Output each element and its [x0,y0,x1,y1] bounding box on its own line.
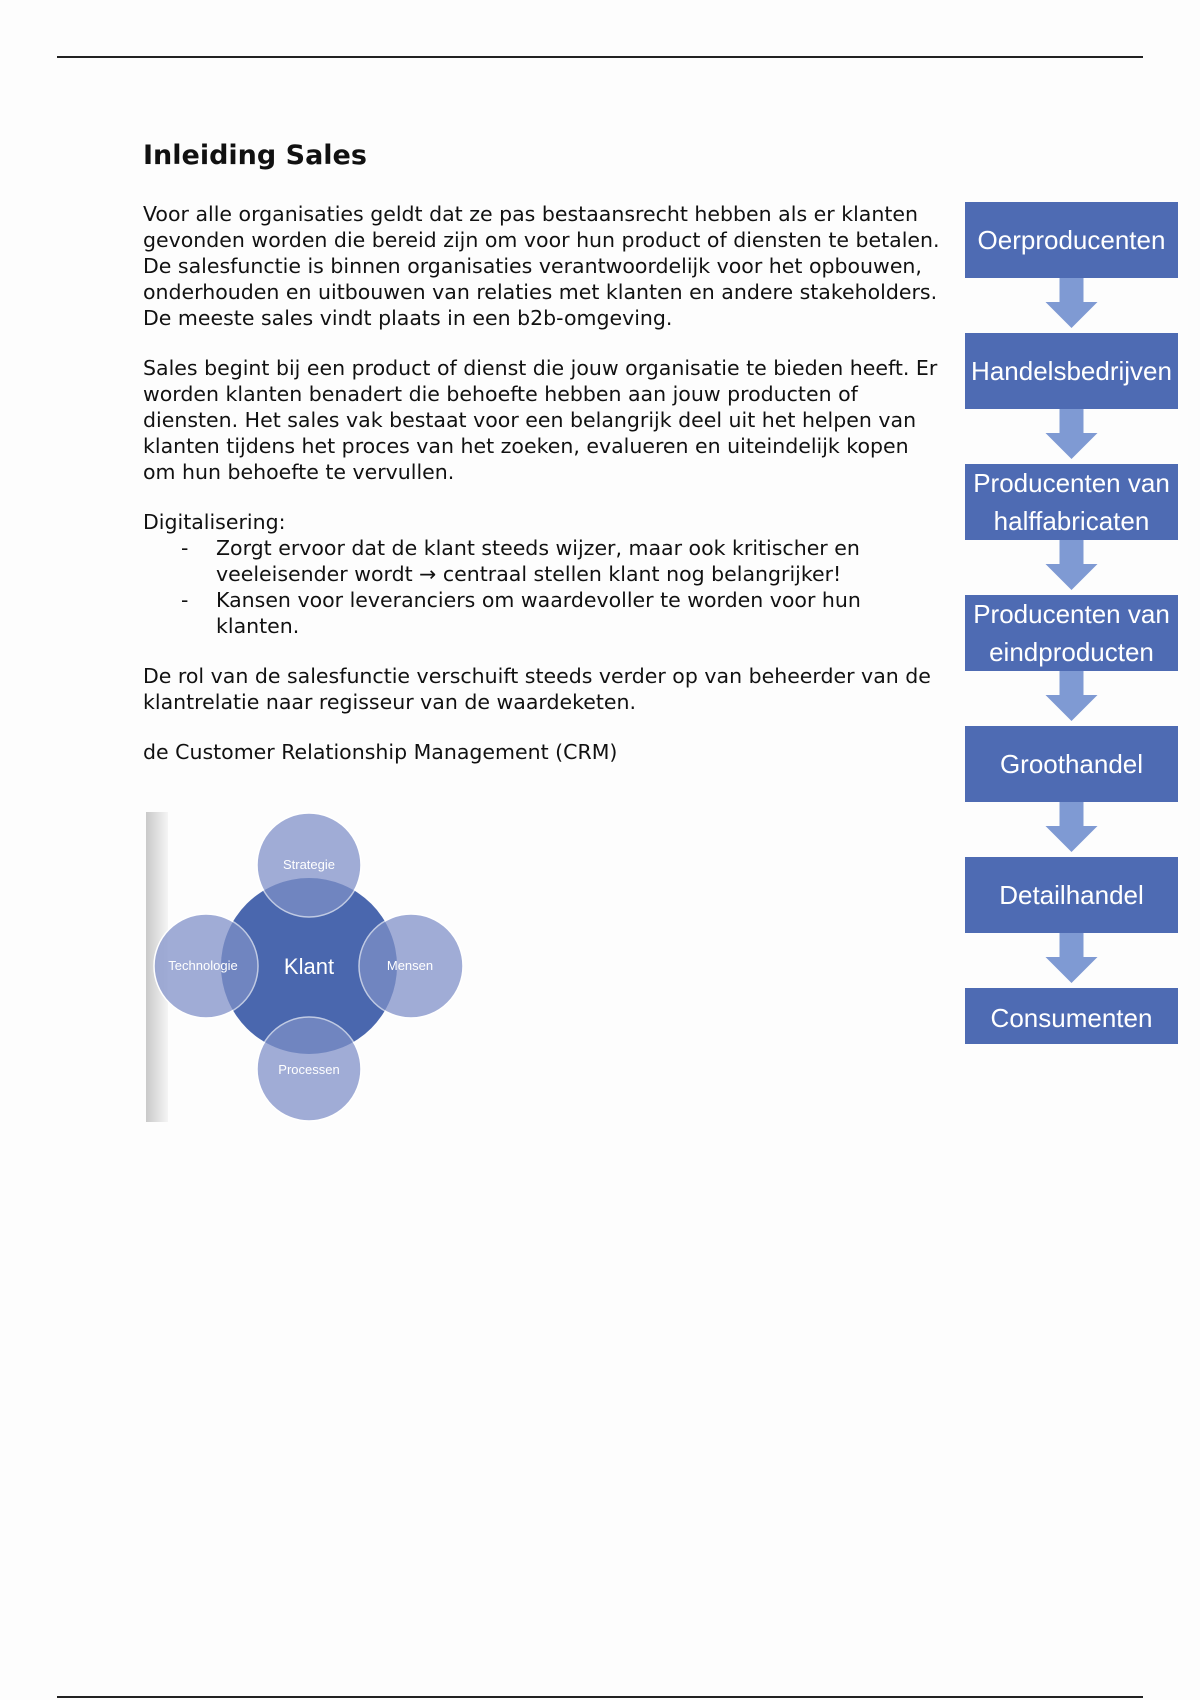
crm-diagram [146,812,464,1122]
label-strategie: Strategie [282,857,336,872]
right-arrow-icon: → [419,562,437,586]
list-item [143,535,943,587]
chain-step-label: Handelsbedrijven [971,356,1172,386]
value-chain-diagram [965,202,1178,1044]
digital-bullet-list [143,535,943,639]
chain-step-label: eindproducten [989,637,1154,667]
label-technologie: Technologie [168,958,238,973]
crm-caption: de Customer Relationship Management (CRM) [143,740,618,764]
chain-step-label: Groothandel [999,749,1144,779]
chain-down-arrow-icon [1046,933,1098,983]
paragraph-intro: Voor alle organisaties geldt dat ze pas bestaansrecht hebben als er klanten gevonden worden die bereid zijn om voor hun product of diensten te betalen. De salesfunctie is binnen organisaties verantwoordelijk voor het opbouwen, onderhouden en uitbouwen van relaties met klanten en andere stakeholders. De meeste sales vindt plaats in een b2b-omgeving. [143,202,940,330]
bullet-dash: - [181,588,189,612]
chain-step-label: Oerproducenten [977,225,1166,255]
chain-step-label: Producenten van [973,468,1170,498]
chain-down-arrow-icon [1046,278,1098,328]
header-rule [57,56,1143,58]
digital-label: Digitalisering: [143,510,286,534]
footer-rule [57,1696,1143,1698]
document-body [143,201,943,789]
label-processen: Processen [278,1062,340,1077]
bullet-text: centraal stellen klant nog belangrijker! [436,562,842,586]
chain-down-arrow-icon [1046,671,1098,721]
page-title: Inleiding Sales [143,140,367,171]
chain-down-arrow-icon [1046,802,1098,852]
chain-down-arrow-icon [1046,409,1098,459]
chain-step-label: Consumenten [990,1003,1153,1033]
crm-venn [146,812,464,1122]
paragraph-sales: Sales begint bij een product of dienst die jouw organisatie te bieden heeft. Er worden klanten benadert die behoefte hebben aan jouw producten of diensten. Het sales vak bestaat voor een belangrijk deel uit het helpen van klanten tijdens het proces van het zoeken, evalueren en uiteindelijk kopen om hun behoefte te vervullen. [143,356,938,484]
paragraph-role: De rol van de salesfunctie verschuift steeds verder op van beheerder van de klantrelatie naar regisseur van de waardeketen. [143,664,931,714]
bullet-dash: - [181,536,189,560]
label-mensen: Mensen [386,958,434,973]
value-chain-svg [965,202,1178,1044]
label-klant: Klant [283,954,335,979]
chain-step-label: Producenten van [973,599,1170,629]
chain-step-label: Detailhandel [999,880,1144,910]
chain-step-label: halffabricaten [993,506,1150,536]
list-item [143,587,943,639]
chain-down-arrow-icon [1046,540,1098,590]
bullet-text: Zorgt ervoor dat de klant steeds wijzer, maar ook kritischer en veeleisender wordt [216,536,860,586]
bullet-text: Kansen voor leveranciers om waardevoller te worden voor hun klanten. [216,588,861,638]
